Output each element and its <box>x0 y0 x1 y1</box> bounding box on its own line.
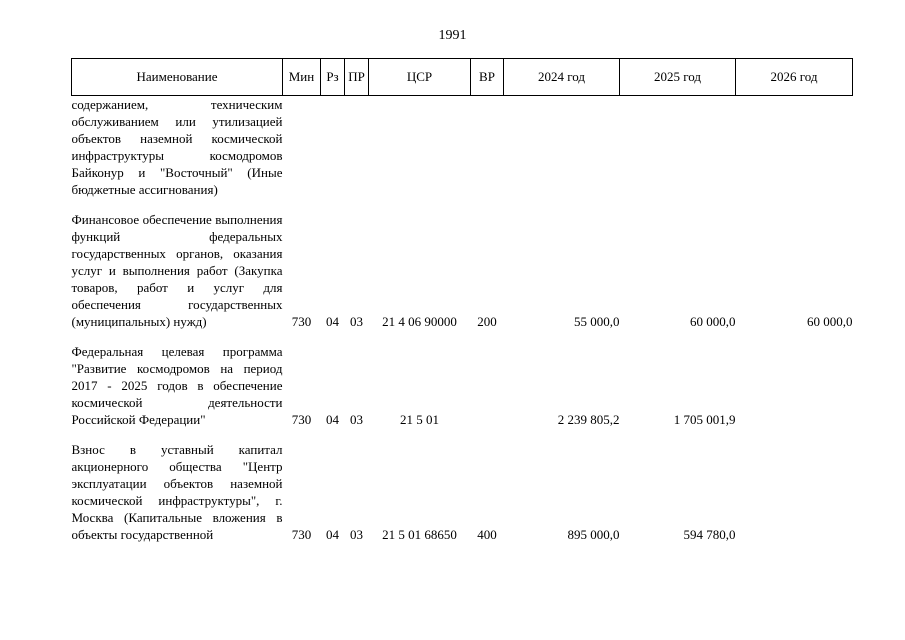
page-number: 1991 <box>438 28 467 43</box>
budget-table <box>71 58 853 543</box>
header-vr: ВР <box>471 59 504 96</box>
row-csr: 21 4 06 90000 <box>382 314 457 329</box>
row-rz: 04 <box>326 527 339 542</box>
row-vr: 400 <box>477 527 497 542</box>
row-min: 730 <box>291 527 312 542</box>
header-name: Наименование <box>72 59 283 96</box>
row-rz: 04 <box>326 314 339 329</box>
table-row <box>72 441 853 543</box>
row-2025: 1 705 001,9 <box>673 412 736 427</box>
row-min: 730 <box>291 412 312 427</box>
row-2026 <box>736 96 853 212</box>
row-2024 <box>504 96 620 212</box>
row-vr <box>471 96 504 212</box>
row-pr: 03 <box>350 412 363 427</box>
table-row <box>72 343 853 441</box>
row-min: 730 <box>291 314 312 329</box>
row-rz: 04 <box>326 412 339 427</box>
header-rz: Рз <box>321 59 345 96</box>
header-pr: ПР <box>345 59 369 96</box>
row-2025 <box>620 96 736 212</box>
row-name: Финансовое обеспечение выполнения функций федеральных государственных органов, оказания услуг и выполнения работ (Закупка товаров, работ и услуг для обеспечения государственных (муниципальных) нужд) <box>71 212 283 329</box>
row-pr: 03 <box>350 527 363 542</box>
table-row <box>72 96 853 212</box>
row-2024: 2 239 805,2 <box>557 412 620 427</box>
row-2026 <box>736 441 853 543</box>
row-2026 <box>736 343 853 441</box>
row-2025: 594 780,0 <box>683 527 736 542</box>
header-2024: 2024 год <box>504 59 620 96</box>
row-vr <box>471 343 504 441</box>
row-csr <box>369 96 471 212</box>
row-2025: 60 000,0 <box>690 314 736 329</box>
header-csr: ЦСР <box>369 59 471 96</box>
row-pr <box>345 96 369 212</box>
header-2025: 2025 год <box>620 59 736 96</box>
row-name: содержанием, техническим обслуживанием или утилизацией объектов наземной космической инфраструктуры космодромов Байконур и "Восточный" (Иные бюджетные ассигнования) <box>71 97 283 197</box>
row-2024: 895 000,0 <box>567 527 620 542</box>
row-2024: 55 000,0 <box>574 314 620 329</box>
row-name: Взнос в уставный капитал акционерного общества "Центр эксплуатации объектов наземной космической инфраструктуры", г. Москва (Капитальные вложения в объекты государственной <box>71 442 283 542</box>
header-min: Мин <box>283 59 321 96</box>
row-min <box>283 96 321 212</box>
row-vr: 200 <box>477 314 497 329</box>
row-name: Федеральная целевая программа "Развитие космодромов на период 2017 - 2025 годов в обеспечение космической деятельности Российской Федерации" <box>71 344 283 427</box>
row-pr: 03 <box>350 314 363 329</box>
header-2026: 2026 год <box>736 59 853 96</box>
row-2026: 60 000,0 <box>807 314 853 329</box>
row-csr: 21 5 01 68650 <box>382 527 457 542</box>
table-header-row <box>72 59 853 96</box>
row-rz <box>321 96 345 212</box>
table-row <box>72 211 853 343</box>
row-csr: 21 5 01 <box>400 412 439 427</box>
